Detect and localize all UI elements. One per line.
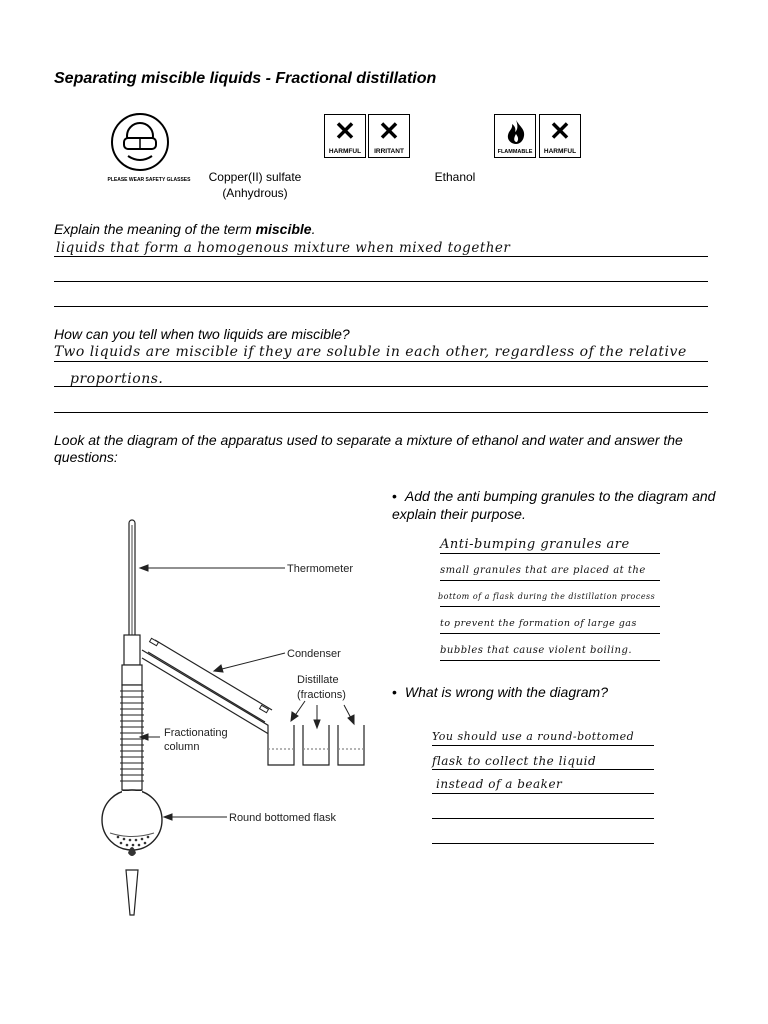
question-miscible-meaning: Explain the meaning of the term miscible. <box>54 221 316 237</box>
answer-line <box>440 580 660 581</box>
column-label: column <box>164 741 200 753</box>
thermometer-label: Thermometer <box>287 563 354 575</box>
answer-line <box>54 256 708 257</box>
fractionating-label: Fractionating <box>164 727 228 739</box>
safety-sign-text: PLEASE WEAR SAFETY GLASSES <box>107 177 191 183</box>
cross-icon: ✕ <box>549 116 571 146</box>
page-title: Separating miscible liquids - Fractional distillation <box>54 70 437 87</box>
fractions-label: (fractions) <box>297 689 346 701</box>
answer-line <box>432 818 654 819</box>
answer-line <box>432 793 654 794</box>
harmful-hazard-symbol: ✕ HARMFUL <box>539 114 581 158</box>
answer-line <box>54 386 708 387</box>
answer-anti-bumping-line2: small granules that are placed at the <box>440 565 646 576</box>
answer-line <box>54 361 708 362</box>
collection-beakers-drawing <box>268 725 364 765</box>
cross-icon: ✕ <box>378 116 400 146</box>
answer-anti-bumping-line5: bubbles that cause violent boiling. <box>440 645 633 656</box>
answer-line <box>432 769 654 770</box>
distillate-label: Distillate <box>297 674 339 686</box>
answer-line <box>432 843 654 844</box>
fractional-distillation-diagram <box>100 515 400 920</box>
question-how-tell-miscible: How can you tell when two liquids are miscible? <box>54 326 350 342</box>
answer-line <box>440 606 660 607</box>
answer-whats-wrong-line1: You should use a round-bottomed <box>432 730 635 743</box>
answer-anti-bumping-line1: Anti-bumping granules are <box>440 537 630 552</box>
task-whats-wrong: • What is wrong with the diagram? <box>392 684 608 700</box>
cross-icon: ✕ <box>334 116 356 146</box>
irritant-hazard-symbol: ✕ IRRITANT <box>368 114 410 158</box>
flame-icon <box>502 118 530 146</box>
condenser-label: Condenser <box>287 648 341 660</box>
round-bottomed-flask-label: Round bottomed flask <box>229 812 337 824</box>
answer-whats-wrong-line3: instead of a beaker <box>436 777 563 791</box>
answer-line <box>54 281 708 282</box>
answer-line <box>54 306 708 307</box>
answer-how-tell-line2: proportions. <box>70 371 164 387</box>
copper-sulfate-label: Copper(II) sulfate (Anhydrous) <box>208 170 302 200</box>
answer-line <box>54 412 708 413</box>
answer-whats-wrong-line2: flask to collect the liquid <box>432 754 597 768</box>
answer-how-tell-line1: Two liquids are miscible if they are soluble in each other, regardless of the relative <box>54 344 687 360</box>
safety-glasses-icon <box>106 112 174 186</box>
safety-glasses-sign <box>106 112 174 186</box>
harmful-hazard-symbol: ✕ HARMFUL <box>324 114 366 158</box>
flammable-hazard-symbol: FLAMMABLE <box>494 114 536 158</box>
condenser-drawing <box>142 638 276 736</box>
ethanol-label: Ethanol <box>434 170 476 184</box>
bunsen-burner-drawing <box>126 847 138 915</box>
answer-line <box>440 633 660 634</box>
answer-miscible-meaning: liquids that form a homogenous mixture when mixed together <box>56 240 511 256</box>
round-bottomed-flask-drawing <box>102 790 162 850</box>
answer-anti-bumping-line3: bottom of a flask during the distillation process <box>438 592 656 601</box>
answer-line <box>440 553 660 554</box>
diagram-instructions: Look at the diagram of the apparatus used to separate a mixture of ethanol and water and answer the questions: <box>54 432 683 465</box>
task-anti-bumping: • Add the anti bumping granules to the diagram and explain their purpose. <box>392 488 716 522</box>
answer-line <box>440 660 660 661</box>
answer-anti-bumping-line4: to prevent the formation of large gas <box>440 618 637 629</box>
answer-line <box>432 745 654 746</box>
